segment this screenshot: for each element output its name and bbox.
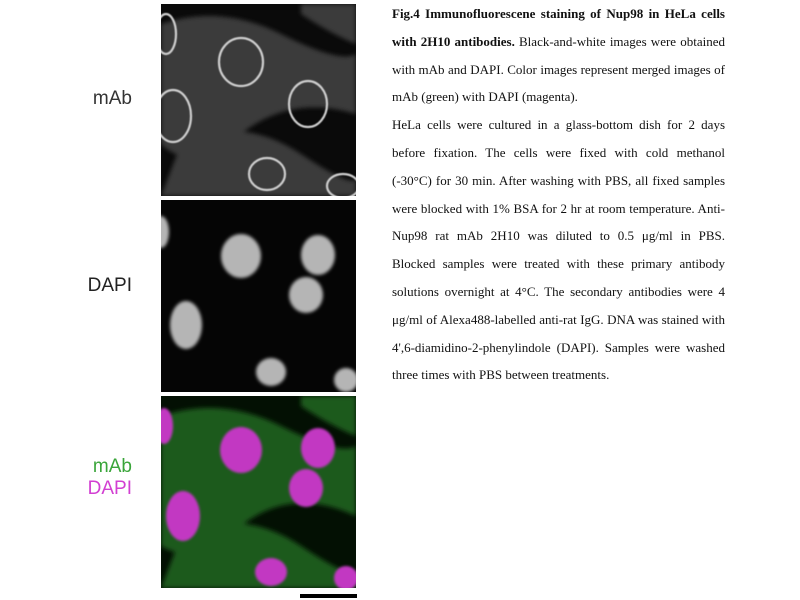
- label-dapi: DAPI: [87, 275, 132, 296]
- dapi-micrograph: [161, 200, 356, 392]
- label-merge-mab: mAb: [92, 456, 132, 477]
- scale-bar: [300, 594, 357, 598]
- caption-title: Fig.4 Immunofluorescene staining of Nup98 in HeLa cells with 2H10 antibodies.: [392, 6, 725, 49]
- caption-description: Black-and-white images were obtained with mAb and DAPI. Color images represent merged images of mAb (green) with DAPI (magenta).: [392, 33, 725, 105]
- label-mab: mAb: [92, 88, 132, 109]
- figure-caption: [392, 0, 725, 389]
- mab-micrograph: [161, 4, 356, 196]
- caption-para-2: HeLa cells were cultured in a glass-bottom dish for 2 days before fixation. The cells were fixed with cold methanol (-30°C) for 30 min. After washing with PBS, all fixed samples were blocked with 1% BSA for 2 hr at room temperature. Anti-Nup98 rat mAb 2H10 was diluted to 0.5 μg/ml in PBS. Blocked samples were treated with these primary antibody solutions overnight at 4°C. The secondary antibodies were 4 μg/ml of Alexa488-labelled anti-rat IgG. DNA was stained with 4',6-diamidino-2-phenylindole (DAPI). Samples were washed three times with PBS between treatments.: [392, 117, 725, 383]
- label-merge-dapi: DAPI: [87, 478, 132, 499]
- merged-micrograph: [161, 396, 356, 588]
- caption-para-1: [392, 0, 725, 111]
